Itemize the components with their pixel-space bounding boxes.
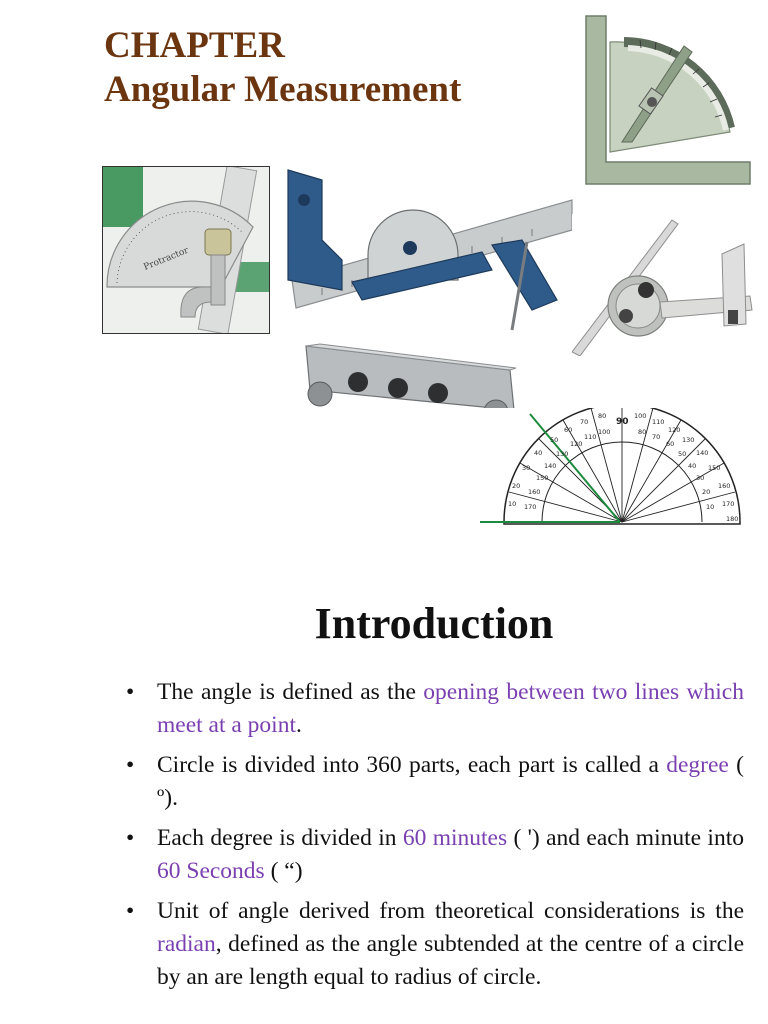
bullet-text: Each degree is divided in <box>157 825 403 851</box>
protractor-tick-160: 160 <box>718 482 731 490</box>
protractor-tick-70: 70 <box>580 418 589 426</box>
protractor-tick-110: 110 <box>652 418 665 426</box>
bullet-highlight: 60 Seconds <box>157 858 265 884</box>
protractor-image <box>102 166 270 334</box>
protractor-tick-140: 140 <box>696 449 709 457</box>
bullet-list <box>126 676 744 1001</box>
protractor-tick-180: 180 <box>726 515 739 523</box>
protractor-inner-70: 70 <box>652 433 661 441</box>
bullet-text: ( “) <box>264 858 303 884</box>
universal-bevel-protractor-image <box>572 214 756 356</box>
protractor-tick-80: 80 <box>598 412 607 420</box>
section-title: Introduction <box>314 599 554 648</box>
bullet-item <box>126 676 744 742</box>
chapter-title: Angular Measurement <box>104 69 462 110</box>
protractor-inner-80: 80 <box>638 428 647 436</box>
protractor-tick-20: 20 <box>512 482 521 490</box>
protractor-inner-160: 160 <box>528 488 541 496</box>
protractor-inner-170: 170 <box>524 503 537 511</box>
bullet-highlight: 60 minutes <box>402 825 508 851</box>
protractor-inner-130: 130 <box>556 450 569 458</box>
protractor-tick-130: 130 <box>682 436 695 444</box>
protractor-tick-30: 30 <box>522 464 531 472</box>
protractor-tick-90: 90 <box>616 417 629 427</box>
bullet-highlight: opening between two lines which meet at a point <box>157 679 744 738</box>
protractor-inner-50: 50 <box>678 450 687 458</box>
protractor-inner-10: 10 <box>706 503 715 511</box>
chapter-heading <box>104 24 461 112</box>
bullet-text: Unit of angle derived from theoretical considerations is the <box>157 898 744 924</box>
protractor-inner-60: 60 <box>666 440 675 448</box>
bullet-text: ( º). <box>157 752 745 811</box>
protractor-inner-100: 100 <box>598 428 611 436</box>
bullet-item <box>126 895 744 994</box>
combination-set-image <box>282 160 574 335</box>
protractor-inner-40: 40 <box>688 462 697 470</box>
protractor-tick-10: 10 <box>508 500 517 508</box>
protractor-tick-60: 60 <box>564 426 573 434</box>
bullet-highlight: radian <box>157 931 216 957</box>
protractor-diagram-image <box>478 408 744 526</box>
bullet-highlight: degree <box>666 752 729 778</box>
bullet-text: , defined as the angle subtended at the centre of a circle by an are length equal to radius of circle. <box>157 931 744 990</box>
protractor-inner-20: 20 <box>702 488 711 496</box>
protractor-tick-170: 170 <box>722 500 735 508</box>
protractor-inner-120: 120 <box>570 440 583 448</box>
protractor-tick-120: 120 <box>668 426 681 434</box>
protractor-tick-100: 100 <box>634 412 647 420</box>
protractor-brand-label: Protractor <box>142 245 191 273</box>
bullet-text: Circle is divided into 360 parts, each part is called a <box>157 752 667 778</box>
protractor-tick-150: 150 <box>708 464 721 472</box>
bullet-text: . <box>296 712 302 738</box>
bevel-protractor-image <box>580 12 755 190</box>
protractor-inner-30: 30 <box>696 474 705 482</box>
bullet-text: The angle is defined as the <box>157 679 424 705</box>
chapter-label: CHAPTER <box>104 25 285 66</box>
protractor-inner-140: 140 <box>544 462 557 470</box>
bullet-item <box>126 822 744 888</box>
protractor-inner-110: 110 <box>584 433 597 441</box>
bullet-item <box>126 749 744 815</box>
bullet-text: ( ') and each minute into <box>507 825 744 851</box>
protractor-tick-50: 50 <box>550 436 559 444</box>
protractor-inner-150: 150 <box>536 474 549 482</box>
protractor-tick-40: 40 <box>534 449 543 457</box>
